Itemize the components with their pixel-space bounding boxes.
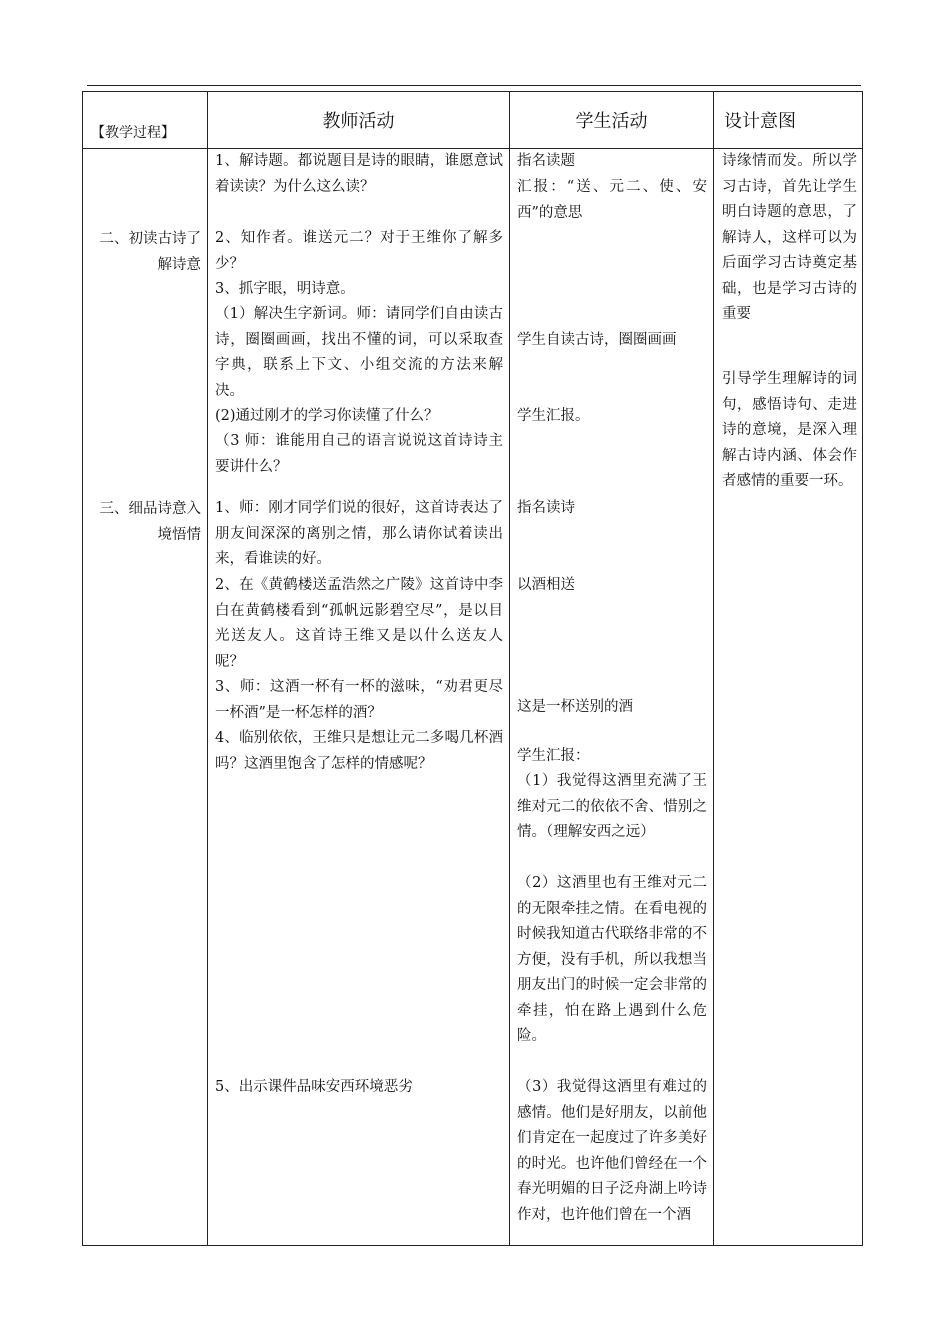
design-intent-header: 设计意图 xyxy=(714,92,863,149)
teacher-item: （3 师：谁能用自己的语言说说这首诗诗主要讲什么？ xyxy=(215,433,503,475)
student-item: 以酒相送 xyxy=(517,577,575,593)
table-header-row xyxy=(83,92,863,149)
teacher-item: (2)通过刚才的学习你读懂了什么？ xyxy=(215,408,439,424)
teacher-item: （1）解决生字新词。师：请同学们自由读古诗，圈圈画画，找出不懂的词，可以采取查字典，联系上下文、小组交流的方法来解决。 xyxy=(215,306,503,399)
student-item: （1）我觉得这酒里充满了王维对元二的依依不舍、惜别之情。（理解安西之远） xyxy=(517,773,707,840)
teacher-activity-column xyxy=(208,149,510,1246)
teacher-activity-header: 教师活动 xyxy=(208,92,510,149)
student-item: 这是一杯送别的酒 xyxy=(517,699,633,715)
teacher-item: 1、解诗题。都说题目是诗的眼睛，谁愿意试着读读？为什么这么读？ xyxy=(215,153,503,195)
design-intent-column xyxy=(714,149,863,1246)
teacher-item: 5、出示课件品味安西环境恶劣 xyxy=(215,1079,413,1095)
teacher-item: 4、临别依依，王维只是想让元二多喝几杯酒吗？这酒里饱含了怎样的情感呢？ xyxy=(215,730,503,772)
student-item: 指名读题 xyxy=(517,153,575,169)
student-item: 学生汇报： xyxy=(517,748,590,764)
student-item: 学生汇报。 xyxy=(517,408,590,424)
teacher-item: 2、知作者。谁送元二？对于王维你了解多少？ xyxy=(215,230,503,272)
teacher-item: 1、师：刚才同学们说的很好，这首诗表达了朋友间深深的离别之情，那么请你试着读出来，看谁读的好。 xyxy=(215,500,503,567)
top-rule xyxy=(87,85,861,86)
intent-item: 诗缘情而发。所以学习古诗，首先让学生明白诗题的意思，了解诗人，这样可以为后面学习古诗奠定基础，也是学习古诗的重要 xyxy=(722,153,857,322)
lesson-process-table xyxy=(82,91,863,1246)
intent-item: 引导学生理解诗的词句，感悟诗句、走进诗的意境，是深入理解古诗内涵、体会作者感情的重要一环。 xyxy=(722,371,857,489)
student-activity-column xyxy=(510,149,714,1246)
student-activity-header: 学生活动 xyxy=(510,92,714,149)
section-label-deep-reading: 三、细品诗意入境悟情 xyxy=(99,501,201,543)
table-body-row xyxy=(83,149,863,1246)
teacher-item: 2、在《黄鹤楼送孟浩然之广陵》这首诗中李白在黄鹤楼看到“孤帆远影碧空尽”，是以目光送友人。这首诗王维又是以什么送友人呢？ xyxy=(215,577,503,670)
stage-header: 【教学过程】 xyxy=(83,92,208,149)
student-item: 指名读诗 xyxy=(517,500,575,516)
student-item: 学生自读古诗，圈圈画画 xyxy=(517,332,677,348)
student-item: （2）这酒里也有王维对元二的无限牵挂之情。在看电视的时候我知道古代联络非常的不方便，没有手机，所以我想当朋友出门的时候一定会非常的牵挂，怕在路上遇到什么危险。 xyxy=(517,875,707,1044)
student-item: 汇报：“送、元二、使、安西”的意思 xyxy=(517,179,707,221)
student-item: （3）我觉得这酒里有难过的感情。他们是好朋友，以前他们肯定在一起度过了许多美好的时光。也许他们曾经在一个春光明媚的日子泛舟湖上吟诗作对，也许他们曾在一个酒 xyxy=(517,1079,707,1223)
section-label-initial-reading: 二、初读古诗了解诗意 xyxy=(99,231,201,273)
teacher-item: 3、抓字眼，明诗意。 xyxy=(215,281,355,297)
stage-column xyxy=(83,149,208,1246)
teacher-item: 3、师：这酒一杯有一杯的滋味，“劝君更尽一杯酒”是一杯怎样的酒？ xyxy=(215,679,503,721)
